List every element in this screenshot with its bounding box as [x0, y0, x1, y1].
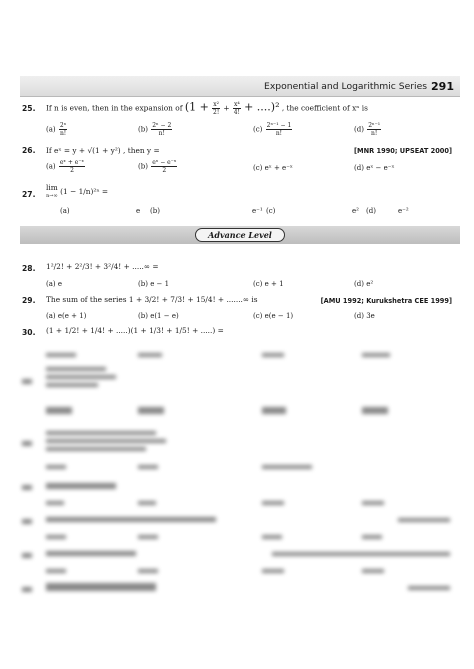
question-number: 27. [22, 190, 36, 199]
question-number: 26. [22, 146, 36, 155]
question-28-text: 1²/2! + 2²/3! + 3²/4! + .....∞ = [46, 262, 159, 271]
blurred-content-region [0, 345, 474, 645]
question-number: 30. [22, 328, 36, 337]
option-c: (c) e(e − 1) [253, 312, 294, 320]
header-title: Exponential and Logarithmic Series [264, 80, 428, 92]
question-29-text: The sum of the series 1 + 3/2! + 7/3! + 15/4! + .......∞ is [46, 295, 258, 304]
section-band [20, 226, 460, 244]
page-header [20, 76, 460, 97]
option-c: (c) eˣ + e⁻ˣ [253, 164, 293, 172]
option-b: (b) $\frac{\text{2ⁿ − 2}}{n!}$ [138, 122, 172, 137]
question-number: 29. [22, 296, 36, 305]
question-25-text: If n is even, then in the expansion of (1 + $\frac{\text{x²}}{2!}$ + $\frac{\text{x⁴}}{4!}$ + ....)² , the coefficient of xⁿ is [46, 100, 368, 116]
section-title: Advance Level [195, 228, 285, 242]
option-b-value: e⁻¹ [252, 207, 263, 215]
option-a: (a) e [46, 280, 63, 288]
option-a: (a) $\frac{\text{eˣ + e⁻ˣ}}{2}$ [46, 159, 85, 174]
option-b: (b) e(1 − e) [138, 312, 179, 320]
option-a: (a) [60, 207, 70, 215]
question-number: 28. [22, 264, 36, 273]
option-c: (c) $\frac{\text{2ⁿ⁻¹ − 1}}{n!}$ [253, 122, 292, 137]
option-b: (b) [150, 207, 160, 215]
option-d-value: e⁻² [398, 207, 409, 215]
option-b: (b) $\frac{\text{eˣ − e⁻ˣ}}{2}$ [138, 159, 177, 174]
option-d: (d) $\frac{\text{2ⁿ⁻¹}}{n!}$ [354, 122, 381, 137]
option-c: (c) [266, 207, 276, 215]
question-27-text: lim n→∞ (1 − 1/n)²ⁿ = [46, 183, 109, 199]
question-number: 25. [22, 104, 36, 113]
option-c-value: e² [352, 207, 359, 215]
option-d: (d) [366, 207, 376, 215]
option-a: (a) $\frac{\text{2ⁿ}}{n!}$ [46, 122, 67, 137]
page-number: 291 [431, 79, 454, 93]
option-d: (d) 3e [354, 312, 375, 320]
question-26-reference: [MNR 1990; UPSEAT 2000] [354, 147, 452, 155]
question-26-text: If eˣ = y + √(1 + y²) , then y = [46, 146, 160, 155]
option-d: (d) e² [354, 280, 374, 288]
option-c: (c) e + 1 [253, 280, 284, 288]
option-a-value: e [136, 207, 141, 215]
option-a: (a) e(e + 1) [46, 312, 87, 320]
question-30-text: (1 + 1/2! + 1/4! + .....)(1 + 1/3! + 1/5! + .....) = [46, 326, 224, 335]
option-b: (b) e − 1 [138, 280, 170, 288]
option-d: (d) eˣ − e⁻ˣ [354, 164, 395, 172]
question-29-reference: [AMU 1992; Kurukshetra CEE 1999] [320, 297, 452, 305]
